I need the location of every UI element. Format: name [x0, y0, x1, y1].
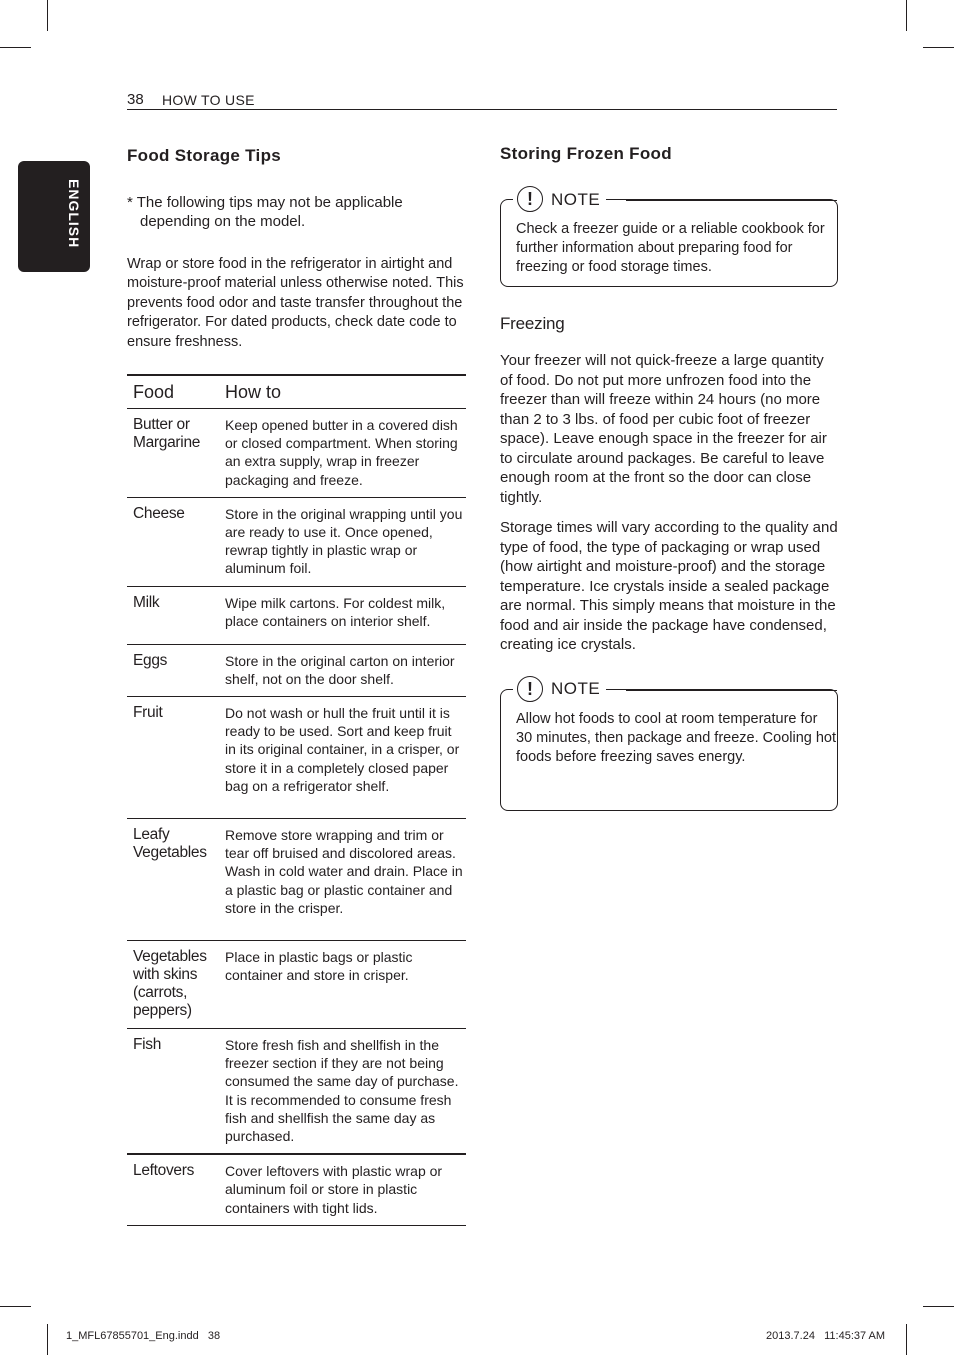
table-row	[127, 644, 466, 696]
note-label	[513, 676, 606, 702]
footer-timestamp: 2013.7.24 11:45:37 AM	[766, 1330, 886, 1342]
howto-cell: Keep opened butter in a covered dish or closed compartment. When storing an extra supply, wrap in freezer packaging and freeze.	[219, 409, 466, 498]
food-storage-title: Food Storage Tips	[127, 146, 282, 165]
howto-cell: Do not wash or hull the fruit until it is ready to be used. Sort and keep fruit in its original container, in a crisper, or store it in a completely closed paper bag on a refrigerator shelf.	[219, 697, 466, 819]
asterisk-note: * The following tips may not be applicable depending on the model.	[127, 194, 403, 230]
note-divider	[626, 690, 837, 691]
howto-cell: Wipe milk cartons. For coldest milk, place containers on interior shelf.	[219, 586, 466, 644]
page-number: 38	[127, 91, 144, 108]
note-box	[500, 678, 838, 811]
page-header	[127, 90, 837, 110]
table-row	[127, 586, 466, 644]
food-cell: Eggs	[127, 644, 219, 696]
food-cell: Leftovers	[127, 1154, 219, 1225]
section-name: HOW TO USE	[162, 92, 255, 108]
howto-cell: Place in plastic bags or plastic container and store in crisper.	[219, 941, 466, 1029]
food-cell: Milk	[127, 586, 219, 644]
freezing-paragraph: Your freezer will not quick-freeze a large quantity of food. Do not put more unfrozen food into the freezer than will freeze within 24 hours (no more than 2 to 3 lbs. of food per cubic foot of freezer space). Leave enough space in the freezer for air to circulate around packages. Be careful to leave enough room at the front so the door can close tightly.	[500, 352, 827, 506]
note-word: NOTE	[551, 189, 601, 209]
food-cell: Leafy Vegetables	[127, 819, 219, 941]
table-row	[127, 941, 466, 1029]
crop-mark	[0, 47, 31, 48]
table-row	[127, 1154, 466, 1225]
storage-times-paragraph: Storage times will vary according to the quality and type of food, the type of packaging or wrap used (how airtight and moisture-proof) and the storage temperature. Ice crystals inside a sealed package are normal. This simply means that moisture in the food and air inside the package have condensed, creating ice crystals.	[500, 519, 838, 653]
table-row	[127, 1029, 466, 1155]
freezing-title: Freezing	[500, 314, 565, 333]
frozen-food-section	[500, 144, 838, 811]
exclamation-icon: !	[517, 676, 543, 702]
footer-file-name: 1_MFL67855701_Eng.indd 38	[66, 1330, 221, 1342]
crop-mark	[47, 1324, 48, 1355]
food-cell: Fish	[127, 1029, 219, 1155]
note-text: Check a freezer guide or a reliable cookbook for further information about preparing food for freezing or food storage times.	[516, 221, 825, 275]
exclamation-icon: !	[517, 186, 543, 212]
food-cell: Fruit	[127, 697, 219, 819]
howto-cell: Store in the original wrapping until you are ready to use it. Once opened, rewrap tightly in plastic wrap or aluminum foil.	[219, 497, 466, 586]
howto-cell: Store in the original carton on interior shelf, not on the door shelf.	[219, 644, 466, 696]
column-header-howto: How to	[219, 375, 466, 409]
crop-mark	[47, 0, 48, 31]
food-storage-section	[127, 146, 466, 1226]
note-label	[513, 186, 606, 212]
table-row	[127, 697, 466, 819]
note-divider	[626, 200, 837, 201]
food-cell: Cheese	[127, 497, 219, 586]
howto-cell: Remove store wrapping and trim or tear off bruised and discolored areas. Wash in cold water and drain. Place in a plastic bag or plastic container and store in the crisper.	[219, 819, 466, 941]
food-cell: Vegetables with skins (carrots, peppers)	[127, 941, 219, 1029]
table-row	[127, 497, 466, 586]
language-tab	[18, 161, 90, 272]
table-row	[127, 409, 466, 498]
crop-mark	[906, 0, 907, 31]
food-storage-table	[127, 374, 466, 1226]
note-box	[500, 189, 838, 287]
crop-mark	[0, 1306, 31, 1307]
intro-paragraph: Wrap or store food in the refrigerator in airtight and moisture-proof material unless otherwise noted. This prevents food odor and taste transfer throughout the refrigerator. For dated products, check date code to ensure freshness.	[127, 256, 464, 350]
note-word: NOTE	[551, 679, 601, 698]
crop-mark	[923, 1306, 954, 1307]
food-cell: Butter or Margarine	[127, 409, 219, 498]
column-header-food: Food	[127, 375, 219, 409]
language-label: ENGLISH	[66, 179, 82, 249]
table-header-row	[127, 375, 466, 409]
howto-cell: Store fresh fish and shellfish in the freezer section if they are not being consumed the same day of purchase. It is recommended to consume fresh fish and shellfish the same day as purchased.	[219, 1029, 466, 1155]
note-text: Allow hot foods to cool at room temperature for 30 minutes, then package and freeze. Cooling hot foods before freezing saves energy.	[516, 710, 837, 765]
howto-cell: Cover leftovers with plastic wrap or aluminum foil or store in plastic containers with tight lids.	[219, 1154, 466, 1225]
crop-mark	[906, 1324, 907, 1355]
table-row	[127, 819, 466, 941]
crop-mark	[923, 47, 954, 48]
frozen-food-title: Storing Frozen Food	[500, 144, 672, 163]
